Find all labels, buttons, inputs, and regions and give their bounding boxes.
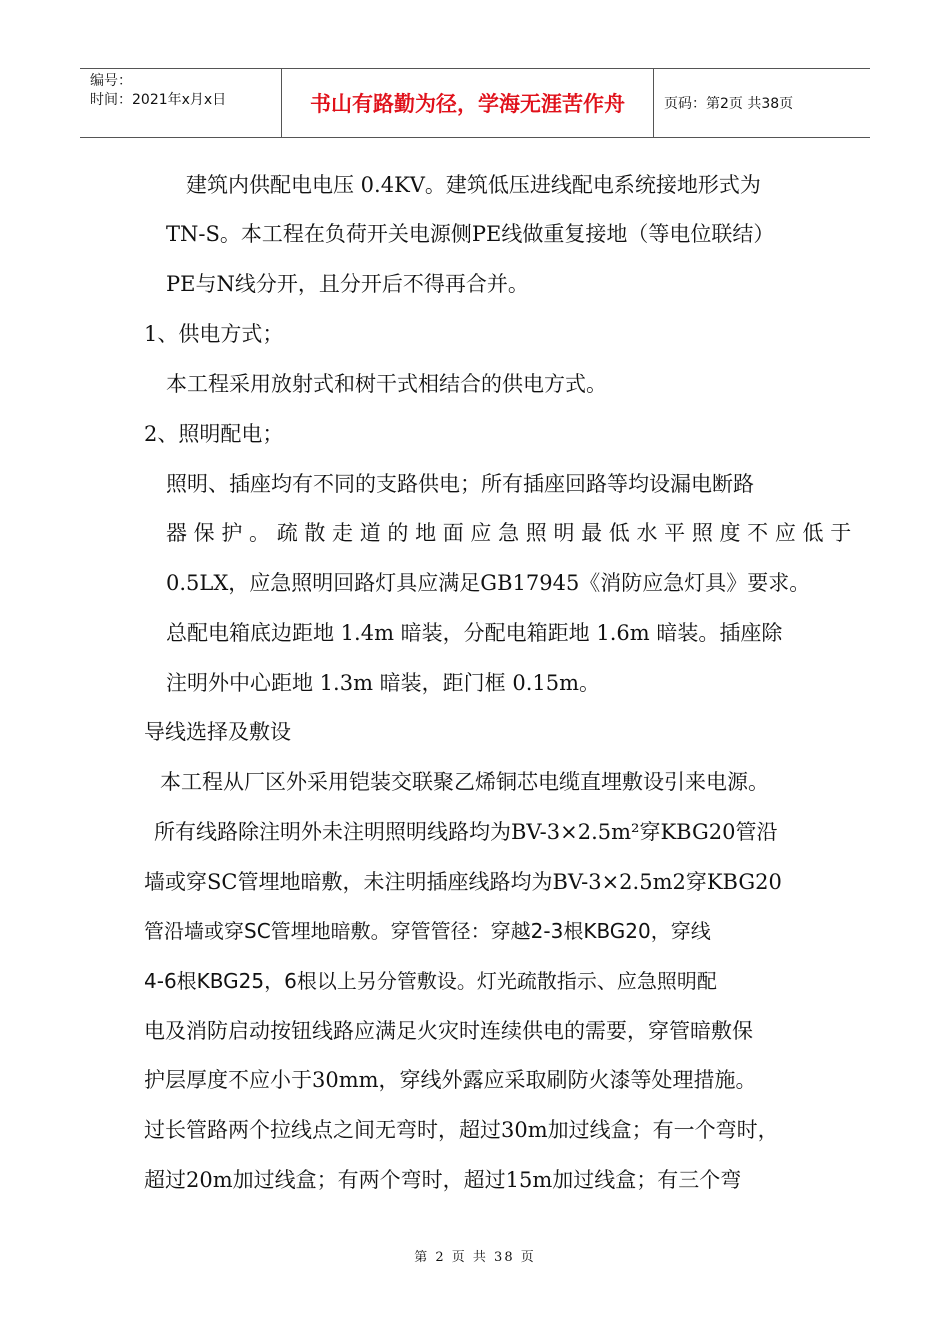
body-line: 管沿墙或穿SC管埋地暗敷。穿管管径：穿越2-3根KBG20，穿线 (144, 919, 711, 943)
body-line: PE与N线分开，且分开后不得再合并。 (166, 272, 529, 296)
section-heading: 2、照明配电； (144, 422, 284, 446)
body-line: 电及消防启动按钮线路应满足火灾时连续供电的需要，穿管暗敷保 (144, 1019, 753, 1043)
page-header (80, 68, 870, 138)
body-line: 本工程采用放射式和树干式相结合的供电方式。 (166, 372, 607, 396)
body-line: 4-6根KBG25，6根以上另分管敷设。灯光疏散指示、应急照明配 (144, 969, 717, 993)
body-line: 本工程从厂区外采用铠装交联聚乙烯铜芯电缆直埋敷设引来电源。 (160, 770, 769, 794)
header-motto: 书山有路勤为径，学海无涯苦作舟 (282, 69, 654, 137)
body-line: 照明、插座均有不同的支路供电；所有插座回路等均设漏电断路 (166, 472, 754, 496)
body-line: 墙或穿SC管埋地暗敷，未注明插座线路均为BV-3×2.5m2穿KBG20 (144, 870, 782, 894)
body-line: TN-S。本工程在负荷开关电源侧PE线做重复接地（等电位联结） (166, 222, 775, 246)
body-line: 过长管路两个拉线点之间无弯时，超过30m加过线盒；有一个弯时， (144, 1118, 779, 1142)
body-line: 总配电箱底边距地 1.4m 暗装，分配电箱距地 1.6m 暗装。插座除 (166, 621, 783, 645)
body-line: 超过20m加过线盒；有两个弯时，超过15m加过线盒；有三个弯 (144, 1168, 742, 1192)
header-meta (80, 69, 282, 137)
body-line: 建筑内供配电电压 0.4KV。建筑低压进线配电系统接地形式为 (186, 173, 761, 197)
section-heading: 1、供电方式； (144, 322, 284, 346)
body-line: 护层厚度不应小于30mm，穿线外露应采取刷防火漆等处理措施。 (144, 1068, 757, 1092)
document-number-label: 编号： (90, 73, 132, 89)
body-line: 器 保 护 。 疏 散 走 道 的 地 面 应 急 照 明 最 低 水 平 照 度 不 应 低 于 (166, 521, 852, 545)
page-footer: 第 2 页 共 38 页 (414, 1250, 536, 1265)
body-line: 注明外中心距地 1.3m 暗装，距门框 0.15m。 (166, 671, 601, 695)
body-line: 0.5LX，应急照明回路灯具应满足GB17945《消防应急灯具》要求。 (166, 571, 811, 595)
header-page-info: 页码：第2页 共38页 (664, 96, 794, 112)
body-line: 所有线路除注明外未注明照明线路均为BV-3×2.5m²穿KBG20管沿 (154, 820, 778, 844)
section-heading: 导线选择及敷设 (144, 720, 291, 744)
document-time: 时间：2021年x月x日 (90, 92, 227, 108)
